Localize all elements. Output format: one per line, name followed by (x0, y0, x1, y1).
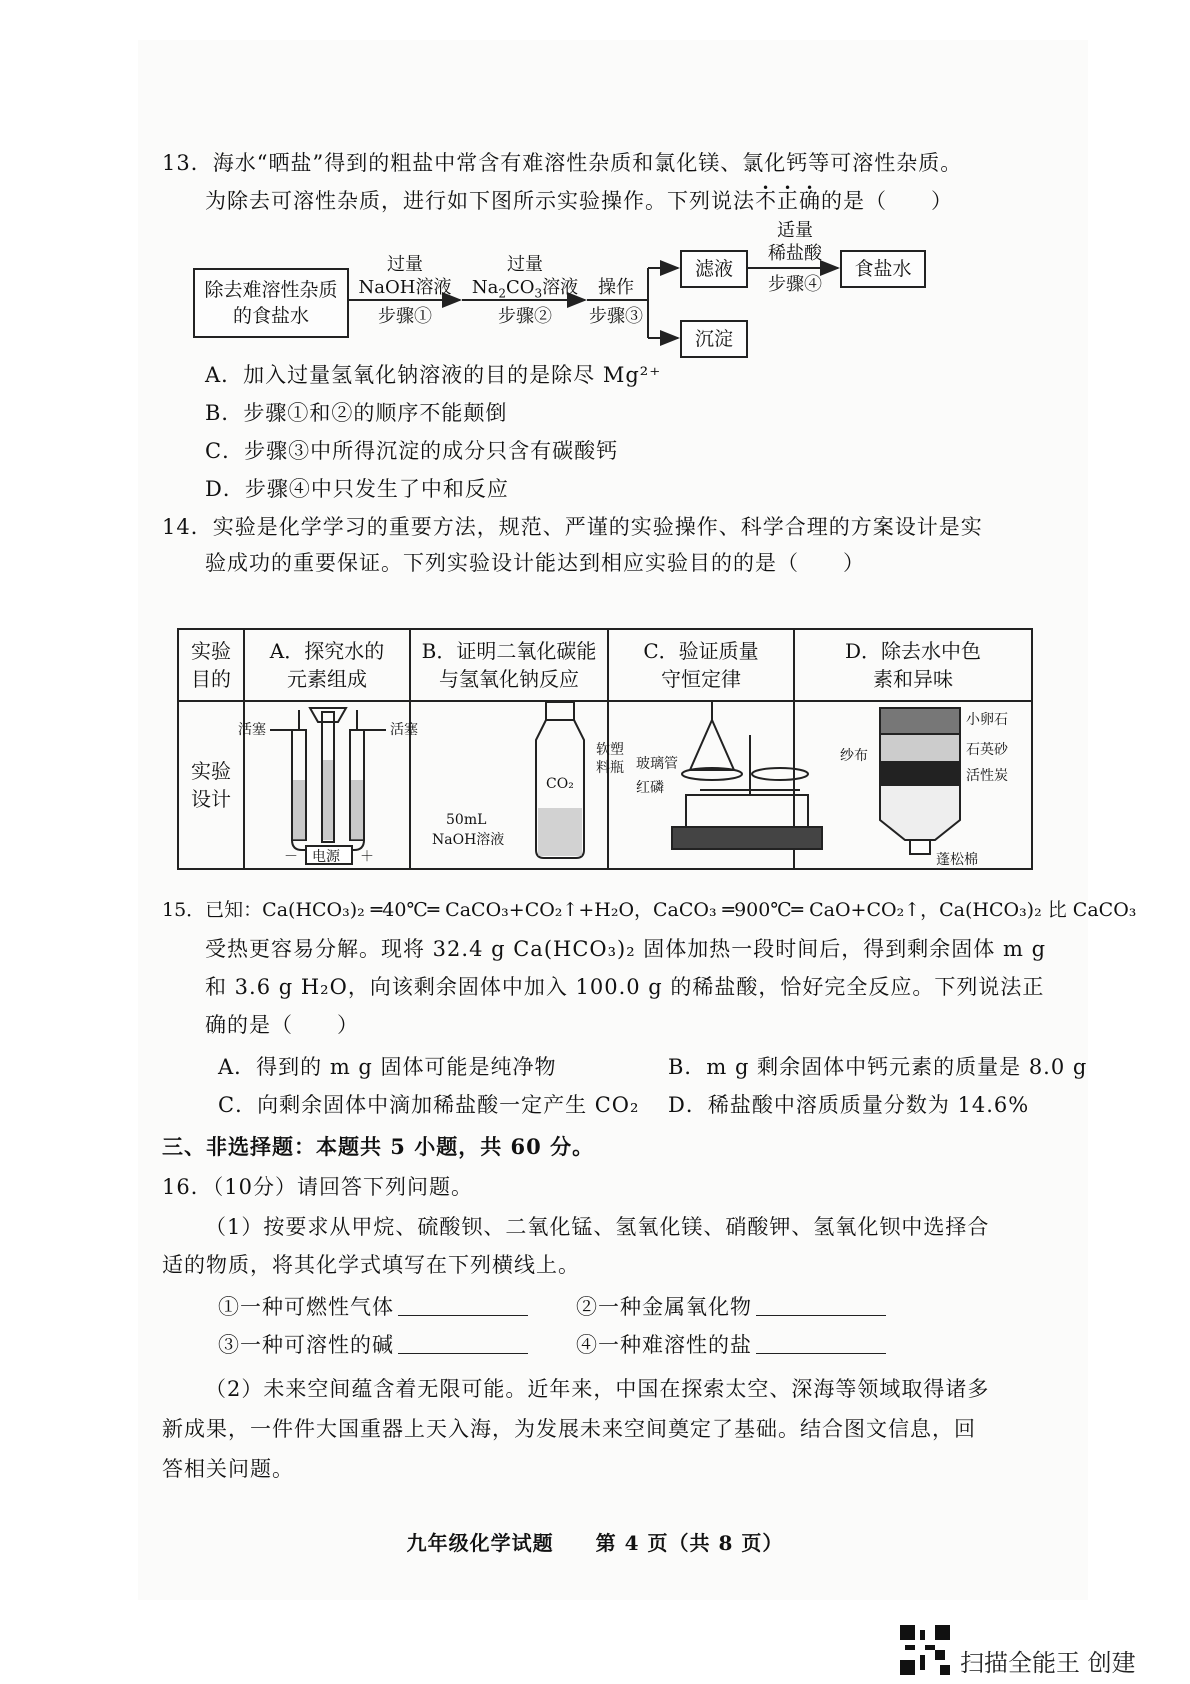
q16-blank-1 (218, 1292, 528, 1322)
s2-co: CO (505, 277, 535, 298)
d-label-sand: 石英砂 (966, 742, 1008, 758)
b-label-sol: NaOH溶液 (432, 832, 505, 848)
b-label-vol: 50mL (446, 812, 487, 828)
head-purpose (178, 629, 244, 701)
col-b-head (410, 629, 608, 701)
q14-line1: 14．实验是化学学习的重要方法，规范、严谨的实验操作、科学合理的方案设计是实 (162, 515, 983, 539)
head-design-2: 设计 (191, 787, 231, 811)
q13-emph-2: 正 (777, 189, 799, 213)
flow-arrows (0, 0, 1190, 400)
q15-line3: 和 3.6 g H₂O，向该剩余固体中加入 100.0 g 的稀盐酸，恰好完全反应。下列说法正 (205, 975, 1045, 999)
answer-blank-4[interactable] (756, 1333, 886, 1354)
q16-blank-4 (576, 1330, 886, 1360)
q16-b2-label: ②一种金属氧化物 (576, 1295, 752, 1319)
balance-apparatus (672, 700, 822, 849)
q15-line4: 确的是（ ） (205, 1013, 359, 1037)
scanner-watermark: 扫描全能王 创建 (960, 1649, 1136, 1677)
q16-p1-l1: （1）按要求从甲烷、硫酸钡、二氧化锰、氢氧化镁、硝酸钾、氢氧化钡中选择合 (205, 1215, 990, 1239)
flow-s4-bot: 步骤④ (768, 274, 822, 295)
flow-precipitate-box: 沉淀 (680, 320, 748, 358)
q15-line2: 受热更容易分解。现将 32.4 g Ca(HCO₃)₂ 固体加热一段时间后，得到剩余固体 m g (205, 937, 1047, 961)
flow-start-l2: 的食盐水 (232, 305, 309, 327)
s2-na: Na (471, 277, 499, 298)
flow-s2-mid (465, 277, 585, 305)
a-label-plus: ＋ (360, 849, 374, 865)
q13-line1: 13．海水“晒盐”得到的粗盐中常含有难溶性杂质和氯化镁、氯化钙等可溶性杂质。 (162, 151, 963, 175)
flow-filtrate-box: 滤液 (680, 250, 748, 288)
c-label-p: 红磷 (636, 780, 664, 796)
a-label-power: 电源 (312, 849, 340, 865)
b-label-bottle2: 料瓶 (596, 760, 624, 776)
flow-s4-top2: 稀盐酸 (768, 243, 822, 264)
b-label-bottle: 软塑 (596, 742, 624, 758)
head-design-1: 实验 (191, 759, 231, 783)
flow-s3-top: 操作 (598, 277, 634, 298)
q16-b1-label: ①一种可燃性气体 (218, 1295, 394, 1319)
col-a-head (244, 629, 410, 701)
d-label-carbon: 活性炭 (966, 768, 1008, 784)
answer-blank-1[interactable] (398, 1295, 528, 1316)
flow-s1-bot: 步骤① (378, 306, 432, 327)
water-filter (880, 708, 960, 854)
q16-blank-3 (218, 1330, 528, 1360)
q16-b4-label: ④一种难溶性的盐 (576, 1333, 752, 1357)
flow-s1-mid: NaOH溶液 (358, 277, 452, 298)
flow-s1-top: 过量 (387, 254, 423, 275)
col-c-l2: 守恒定律 (661, 667, 741, 691)
electrolysis-water (293, 760, 363, 840)
qr-code-icon (900, 1625, 950, 1675)
d-label-cloth: 纱布 (840, 748, 868, 764)
answer-blank-2[interactable] (756, 1295, 886, 1316)
c-label-tube: 玻璃管 (636, 756, 678, 772)
page-footer: 九年级化学试题 第 4 页（共 8 页） (406, 1531, 784, 1555)
col-a-l2: 元素组成 (287, 667, 367, 691)
flow-s2-top: 过量 (507, 254, 543, 275)
q15-option-b: B．m g 剩余固体中钙元素的质量是 8.0 g (668, 1055, 1088, 1079)
col-b-l2: 与氢氧化钠反应 (439, 667, 579, 691)
q13-option-c: C．步骤③中所得沉淀的成分只含有碳酸钙 (205, 439, 619, 463)
col-d-l1: D．除去水中色 (844, 639, 982, 663)
s2-sub2: 3 (534, 286, 543, 301)
col-a-l1: A．探究水的 (269, 639, 385, 663)
q13-line2-post: 的是（ ） (821, 189, 953, 213)
a-label-left: 活塞 (238, 722, 266, 738)
q13-line2-pre: 为除去可溶性杂质，进行如下图所示实验操作。下列说法 (205, 189, 755, 213)
q15-line1: 15．已知：Ca(HCO₃)₂ ═40℃═ CaCO₃+CO₂↑+H₂O，CaCO₃ ═900℃═ CaO+CO₂↑，Ca(HCO₃)₂ 比 CaCO₃ (162, 899, 1137, 921)
q15-option-c: C．向剩余固体中滴加稀盐酸一定产生 CO₂ (218, 1093, 640, 1117)
d-label-pebble: 小卵石 (966, 712, 1008, 728)
q13-option-b: B．步骤①和②的顺序不能颠倒 (205, 401, 508, 425)
flow-s3-bot: 步骤③ (589, 306, 643, 327)
head-purpose-2: 目的 (191, 667, 231, 691)
a-label-minus: － (284, 849, 298, 865)
q13-option-a: A．加入过量氢氧化钠溶液的目的是除尽 Mg²⁺ (205, 363, 662, 387)
q16-b3-label: ③一种可溶性的碱 (218, 1333, 394, 1357)
q16-p1-l2: 适的物质，将其化学式填写在下列横线上。 (162, 1253, 580, 1277)
col-c-l1: C．验证质量 (643, 639, 759, 663)
q13-option-d: D．步骤④中只发生了中和反应 (205, 477, 509, 501)
section-3-title: 三、非选择题：本题共 5 小题，共 60 分。 (162, 1134, 595, 1159)
naoh-solution (538, 808, 582, 856)
flow-s4-top1: 适量 (777, 220, 813, 241)
a-label-right: 活塞 (390, 722, 418, 738)
q16-p2-l1: （2）未来空间蕴含着无限可能。近年来，中国在探索太空、深海等领域取得诸多 (205, 1377, 990, 1401)
col-b-l1: B．证明二氧化碳能 (421, 639, 597, 663)
flow-end-box: 食盐水 (840, 250, 926, 288)
q16-p2-l3: 答相关问题。 (162, 1457, 294, 1481)
b-label-gas: CO₂ (546, 776, 574, 792)
s2-sub1: 2 (498, 286, 506, 301)
q16-blank-2 (576, 1292, 886, 1322)
q16-line1: 16．（10分）请回答下列问题。 (162, 1175, 473, 1199)
col-c-head (608, 629, 794, 701)
q13-emph-1: 不 (755, 189, 777, 213)
flow-s2-bot: 步骤② (498, 306, 552, 327)
col-d-l2: 素和异味 (873, 667, 953, 691)
head-purpose-1: 实验 (191, 639, 231, 663)
answer-blank-3[interactable] (398, 1333, 528, 1354)
d-label-cotton: 蓬松棉 (936, 852, 978, 868)
q13-emph-3: 确 (799, 189, 821, 213)
q15-option-d: D．稀盐酸中溶质质量分数为 14.6% (668, 1093, 1030, 1117)
col-d-head (794, 629, 1032, 701)
flow-start-l1: 除去难溶性杂质 (204, 279, 338, 301)
s2-sol: 溶液 (542, 277, 579, 298)
experiment-figures (0, 700, 1190, 870)
q14-line2: 验成功的重要保证。下列实验设计能达到相应实验目的的是（ ） (205, 551, 865, 575)
q15-option-a: A．得到的 m g 固体可能是纯净物 (218, 1055, 557, 1079)
q16-p2-l2: 新成果，一件件大国重器上天入海，为发展未来空间奠定了基础。结合图文信息，回 (162, 1417, 976, 1441)
